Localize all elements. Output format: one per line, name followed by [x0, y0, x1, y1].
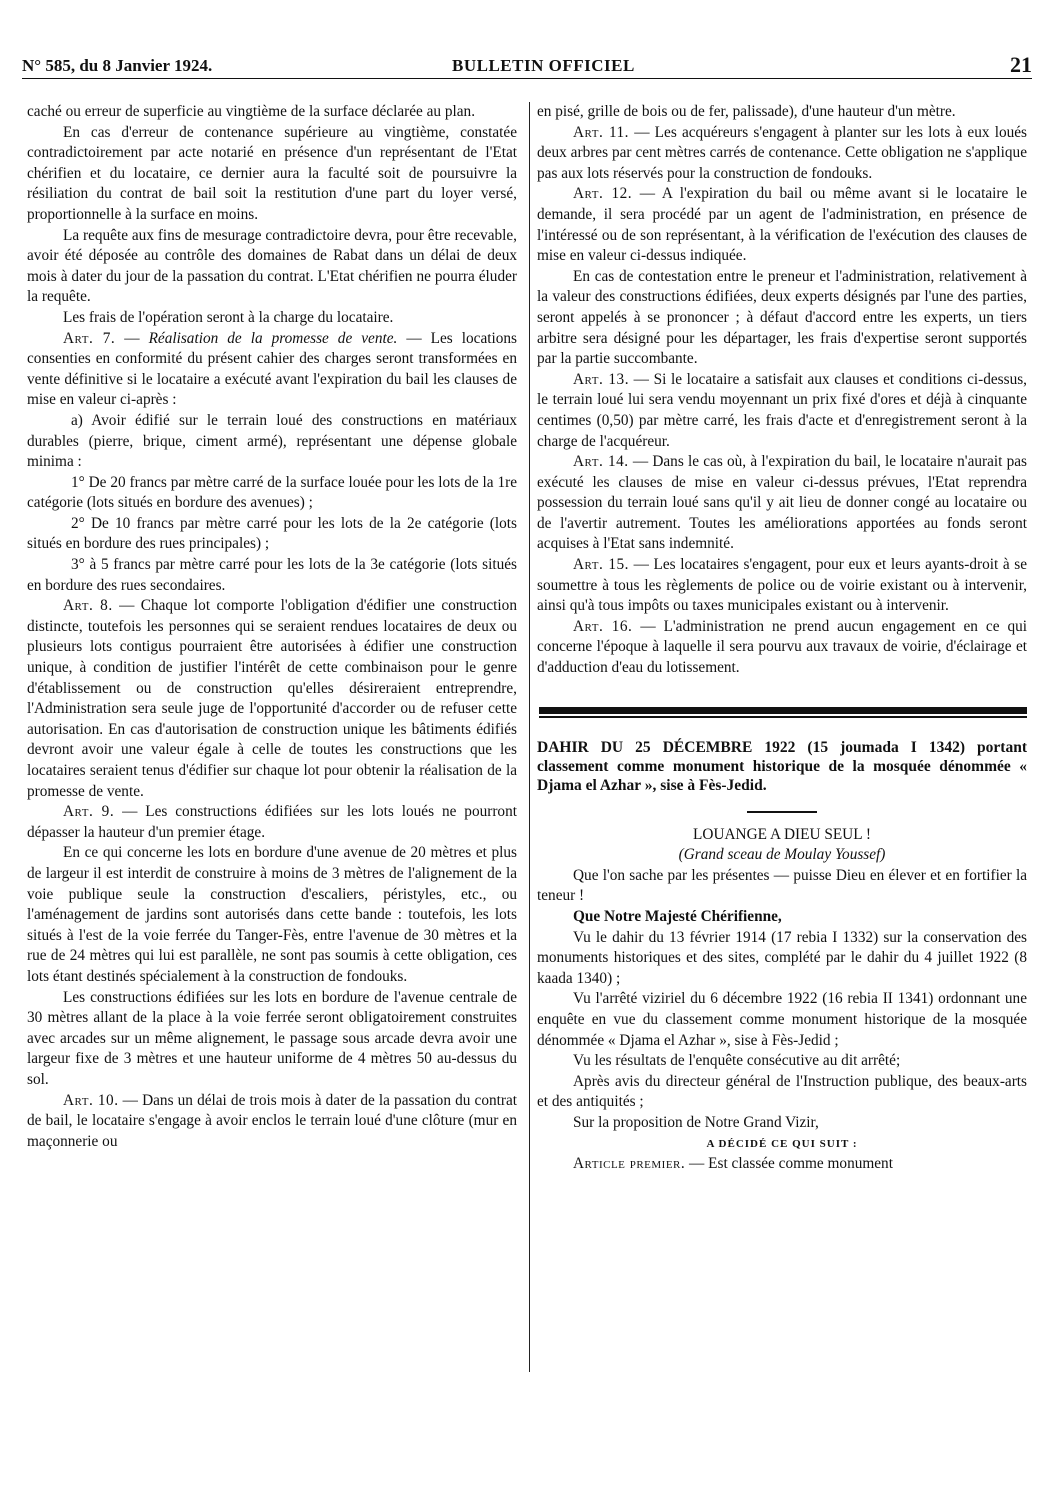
- page-header: [22, 52, 1032, 80]
- paragraph: Sur la proposition de Notre Grand Vizir,: [573, 1113, 819, 1131]
- article-title: Réalisation de la promesse de vente.: [148, 329, 398, 347]
- paragraph: En cas de contestation entre le preneur et l'administration, relativement à la valeur des constructions édifiées, deux experts désignés par l'une des parties, seront appelés à se prononcer ; à défaut d'accord entre les experts, un tiers arbitre sera désigné pour les départager, les frais d'expertise seront supportés par la partie succombante.: [537, 267, 1027, 368]
- paragraph: Après avis du directeur général de l'Instruction publique, des beaux-arts et des antiquités ;: [537, 1072, 1027, 1111]
- issue-number: N° 585, du 8 Janvier 1924.: [22, 56, 213, 75]
- article-label: Art. 11.: [573, 123, 630, 141]
- right-column: [537, 102, 1027, 1175]
- header-rule: [22, 78, 1032, 79]
- paragraph: Vu l'arrêté viziriel du 6 décembre 1922 (16 rebia II 1341) ordonnant une enquête en vue du classement comme monument historique de la mosquée dénommée « Djama el Azhar », sise à Fès-Jedid ;: [537, 990, 1027, 1049]
- publication-title: BULLETIN OFFICIEL: [452, 56, 635, 75]
- decision-heading: A DÉCIDÉ CE QUI SUIT :: [706, 1137, 858, 1150]
- article-text: — Les locations consenties en conformité du présent cahier des charges seront transformées en vente définitive si le locataire a exécuté avant l'expiration du bail les clauses de mise en valeur ci-après :: [27, 329, 517, 409]
- article-text: — L'administration ne prend aucun engagement en ce qui concerne l'époque à laquelle il sera pourvu aux travaux de voirie, d'éclairage et d'adduction d'eau du lotissement.: [537, 617, 1027, 677]
- article-label: Art. 12.: [573, 185, 633, 203]
- paragraph: 3° à 5 francs par mètre carré pour les lots de la 3e catégorie (lots situés en bordure des rues secondaires.: [27, 556, 517, 594]
- paragraph: Que Notre Majesté Chérifienne,: [573, 908, 782, 925]
- article-label: Art. 13.: [573, 370, 630, 388]
- article-label: Art. 7.: [63, 329, 116, 347]
- article-text: — Les locataires s'engagent, pour eux et leurs ayants-droit à se soumettre à tous les règlements de police ou de voirie existant ou à intervenir, ainsi qu'à tous impôts ou taxes municipales existant ou à intervenir.: [537, 556, 1028, 615]
- page-number: 21: [1010, 52, 1032, 77]
- paragraph: 1° De 20 francs par mètre carré de la surface louée pour les lots de la 1re catégorie (lots situés en bordure des avenues) ;: [27, 473, 517, 512]
- article-8: [27, 596, 517, 802]
- paragraph: Vu le dahir du 13 février 1914 (17 rebia I 1332) sur la conservation des monuments historiques et des sites, complété par le dahir du 4 juillet 1922 (8 kaada 1340) ;: [537, 928, 1027, 987]
- article-11: [537, 123, 1027, 185]
- paragraph: 2° De 10 francs par mètre carré pour les lots de la 2e catégorie (lots situés en bordure des rues principales) ;: [27, 514, 517, 553]
- article-9: [27, 802, 517, 843]
- article-label: Art. 9.: [63, 803, 115, 821]
- paragraph: Les frais de l'opération seront à la charge du locataire.: [63, 308, 394, 326]
- article-label: Art. 14.: [573, 453, 629, 471]
- paragraph: En ce qui concerne les lots en bordure d'une avenue de 20 mètres et plus de largeur il est interdit de construire à moins de 3 mètres de l'alignement de la voie publique seule la construction d'escaliers, péristyles, etc., ou l'aménagement de jardins sont autorisés dans cette bande : toutefois, les lots situés à l'est de la voie ferrée du Tanger-Fès, entre l'avenue de 30 mètres et la rue de 24 mètres qui lui est parallèle, ne sont pas soumis à cette obligation, ces lots étant destinés spécialement à la construction de fondouks.: [27, 844, 517, 985]
- paragraph: Vu les résultats de l'enquête consécutive au dit arrêté;: [573, 1052, 901, 1070]
- paragraph: en pisé, grille de bois ou de fer, palissade), d'une hauteur d'un mètre.: [537, 103, 956, 120]
- left-column: [27, 102, 517, 1152]
- paragraph: La requête aux fins de mesurage contradictoire devra, pour être recevable, avoir été déposée au contrôle des domaines de Rabat dans un délai de deux mois à dater du jour de la passation du contrat. L'Etat chérifien ne pourra éluder la requête.: [27, 226, 517, 306]
- article-text: — Les acquéreurs s'engagent à planter sur les lots à eux loués deux arbres par cent mètres carrés de contenance. Cette obligation ne s'applique pas aux lots réservés pour la construction de fondouks.: [537, 123, 1027, 182]
- column-divider: [529, 102, 530, 1372]
- article-10: [27, 1091, 517, 1153]
- article-16: [537, 617, 1027, 679]
- paragraph: Les constructions édifiées sur les lots en bordure de l'avenue centrale de 30 mètres allant de la place à la voie ferrée seront obligatoirement construites avec arcades sur un même alignement, le passage sous arcade devra avoir une largeur fixe de 3 mètres et une hauteur uniforme de 4 mètres 50 au-dessus du sol.: [27, 988, 517, 1088]
- article-text: — A l'expiration du bail ou même avant si le locataire le demande, il sera procédé par un agent de l'administration, en présence de l'intéressé ou de son représentant, à la vérification de l'exécution des clauses de mise en valeur ci-dessus indiquée.: [537, 185, 1027, 265]
- paragraph: a) Avoir édifié sur le terrain loué des constructions en matériaux durables (pierre, brique, ciment armé), représentant une dépense globale minima :: [27, 411, 517, 471]
- article-text: — Dans un délai de trois mois à dater de la passation du contrat de bail, le locataire s'engage à avoir enclos le terrain loué d'une clôture (mur en maçonnerie ou: [27, 1091, 518, 1150]
- article-7: Art. 7. — Réalisation de la promesse de vente. — Les locations consenties en conformité du présent cahier des charges seront transformées en vente définitive si le locataire a exécuté avant l'expiration du bail les clauses de mise en valeur ci-après :: [27, 329, 517, 409]
- article-text: — Dans le cas où, à l'expiration du bail, le locataire n'aurait pas exécuté les clauses de mise en valeur ci-dessus prévues, l'Etat reprendra possession du terrain loué sans qu'il y ait lieu de donner congé au locataire ou de l'avertir autrement. Toutes les améliorations apportées au fonds seront acquises à l'Etat sans indemnité.: [537, 453, 1027, 553]
- article-14: [537, 452, 1027, 555]
- article-label: Art. 8.: [63, 597, 113, 615]
- louange-heading: LOUANGE A DIEU SEUL !: [693, 825, 871, 843]
- article-text: — Est classée comme monument: [685, 1155, 893, 1173]
- article-text: — Si le locataire a satisfait aux clauses et conditions ci-dessus, le terrain loué lui sera vendu moyennant un prix fixé d'ores et déjà à cinquante centimes (0,50) par mètre carré, les frais d'acte et d'enregistrement seront à la charge de l'acquéreur.: [537, 370, 1027, 450]
- article-13: [537, 370, 1027, 452]
- article-premier: [537, 1154, 1027, 1175]
- dahir-title: DAHIR DU 25 DÉCEMBRE 1922 (15 joumada I 1342) portant classement comme monument historique de la mosquée dénommée « Djama el Azhar », sise à Fès-Jedid.: [537, 738, 1027, 794]
- paragraph: caché ou erreur de superficie au vingtième de la surface déclarée au plan.: [27, 103, 476, 120]
- article-label: Article premier.: [573, 1155, 686, 1173]
- article-label: Art. 15.: [573, 556, 630, 574]
- short-rule: [747, 811, 817, 813]
- article-text: — Les constructions édifiées sur les lots loués ne pourront dépasser la hauteur d'un premier étage.: [27, 803, 517, 841]
- paragraph: En cas d'erreur de contenance supérieure au vingtième, constatée contradictoirement par acte notarié en présence d'un représentant de l'Etat chérifien et du locataire, ce dernier aura la faculté soit de poursuivre la résiliation du contrat de bail soit la restitution d'une part du loyer versé, proportionnelle à la surface en moins.: [27, 123, 517, 223]
- article-label: Art. 16.: [573, 617, 633, 635]
- section-rule: [539, 707, 1027, 716]
- article-label: Art. 10.: [63, 1091, 119, 1109]
- article-12: [537, 184, 1027, 266]
- paragraph: Que l'on sache par les présentes — puisse Dieu en élever et en fortifier la teneur !: [537, 866, 1027, 905]
- article-15: [537, 555, 1027, 617]
- seal-note: (Grand sceau de Moulay Youssef): [678, 846, 886, 864]
- article-text: — Chaque lot comporte l'obligation d'édifier une construction distincte, toutefois les personnes qui se seraient rendues locataires de deux ou plusieurs lots contigus pourraient être autorisées à édifier une construction unique, à condition de justifier l'intérêt de cette combinaison pour le genre d'établissement ou de construction qu'elles désireraient entreprendre, l'Administration sera seule juge de l'opportunité d'accorder ou de refuser cette autorisation. En cas d'autorisation de construction unique les bâtiments édifiés devront avoir une valeur égale à celle de toutes les constructions que les locataires seraient tenus d'édifier sur chaque lot pour obtenir la réalisation de la promesse de vente.: [27, 597, 517, 800]
